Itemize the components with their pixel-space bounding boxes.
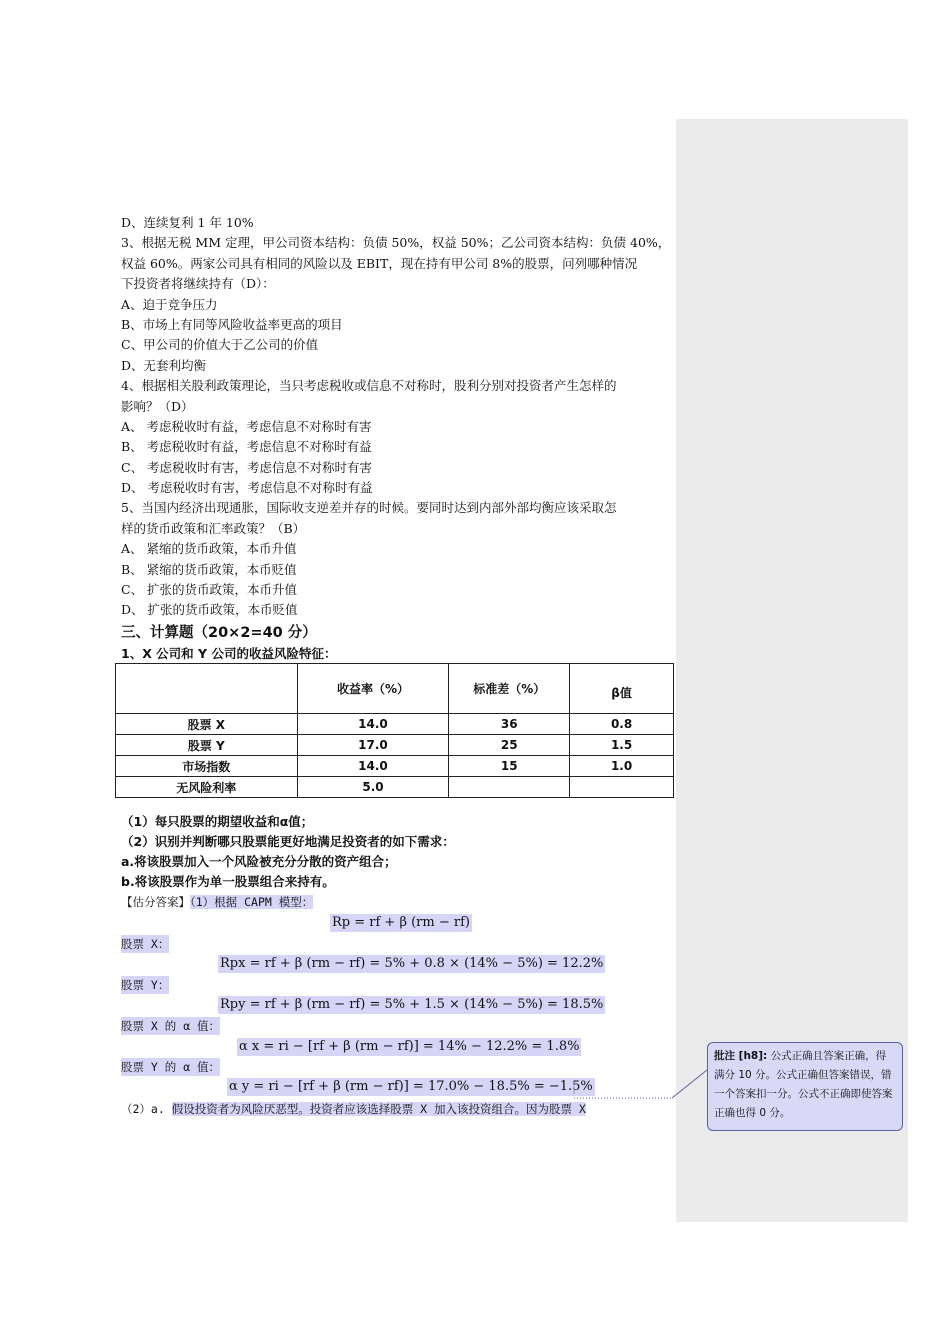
text-line: 4、根据相关股利政策理论，当只考虑税收或信息不对称时，股利分别对投资者产生怎样的 (121, 378, 617, 394)
comment-bubble[interactable] (707, 1042, 903, 1131)
text-line: C、 扩张的货币政策，本币升值 (121, 582, 298, 598)
table-cell: 无风险利率 (116, 777, 298, 798)
table-cell: 25 (449, 735, 570, 756)
question-item: （1）每只股票的期望收益和α值； (121, 814, 314, 829)
risk-return-table (115, 663, 674, 798)
text-line: C、 考虑税收时有害，考虑信息不对称时有害 (121, 459, 373, 475)
answer-part-2 (121, 1100, 586, 1118)
comment-label: 批注 [h8]: (714, 1050, 768, 1062)
part2-text: 假设投资者为风险厌恶型。投资者应该选择股票 X 加入该投资组合。因为股票 X (171, 1102, 586, 1116)
table-cell: 1.0 (570, 756, 674, 777)
table-cell: 15 (449, 756, 570, 777)
section-title: 三、计算题（20×2=40 分） (121, 624, 317, 641)
table-row (116, 735, 674, 756)
table-cell: 14.0 (297, 756, 449, 777)
text-line: D、 考虑税收时有害，考虑信息不对称时有益 (121, 480, 373, 496)
text-line: D、无套利均衡 (121, 357, 207, 373)
table-cell (449, 777, 570, 798)
table-cell: 股票 X (116, 714, 298, 735)
table-header-cell: 收益率（%） (297, 664, 449, 714)
answer-bracket: 【估分答案】 (121, 895, 190, 909)
text-line: 影响？（D） (121, 398, 194, 414)
text-line: D、连续复利 1 年 10% (121, 215, 254, 230)
table-cell: 市场指数 (116, 756, 298, 777)
text-line: 5、当国内经济出现通胀，国际收支逆差并存的时候。要同时达到内部外部均衡应该采取怎 (121, 500, 617, 516)
capm-formula: Rp = rf + β (rm − rf) (332, 915, 470, 930)
part2-prefix: （2）a. (121, 1102, 165, 1116)
text-line: B、市场上有同等风险收益率更高的项目 (121, 316, 343, 332)
table-row (116, 756, 674, 777)
text-line: A、 紧缩的货币政策，本币升值 (121, 541, 297, 557)
rpx-formula: Rpx = rf + β (rm − rf) = 5% + 0.8 × (14% − 5%) = 12.2% (220, 956, 604, 971)
text-line: C、甲公司的价值大于乙公司的价值 (121, 337, 319, 353)
text-line: 样的货币政策和汇率政策？（B） (121, 520, 306, 536)
text-line: A、迫于竞争压力 (121, 296, 218, 312)
table-row (116, 714, 674, 735)
alpha-y-label: 股票 Y 的 α 值： (121, 1060, 221, 1074)
table-row (116, 777, 674, 798)
stock-x-label: 股票 X： (121, 937, 170, 951)
table-cell: 5.0 (297, 777, 449, 798)
text-line: 3、根据无税 MM 定理，甲公司资本结构：负债 50%，权益 50%；乙公司资本结构：负债 40%， (121, 235, 671, 251)
question-item: a.将该股票加入一个风险被充分分散的资产组合； (121, 854, 397, 869)
table-header-cell: 标准差（%） (449, 664, 570, 714)
comment-text: 公式正确且答案正确，得满分 10 分。公式正确但答案错误，错一个答案扣一分。公式不正确即使答案正确也得 0 分。 (714, 1050, 893, 1119)
text-line: D、 扩张的货币政策，本币贬值 (121, 602, 298, 618)
table-cell: 1.5 (570, 735, 674, 756)
question-title: 1、X 公司和 Y 公司的收益风险特征： (121, 645, 337, 661)
table-cell: 17.0 (297, 735, 449, 756)
text-line: 权益 60%。两家公司具有相同的风险以及 EBIT，现在持有甲公司 8%的股票，问列哪种情况 (121, 255, 638, 271)
text-line: B、 紧缩的货币政策，本币贬值 (121, 561, 297, 577)
alpha-x-label: 股票 X 的 α 值： (121, 1019, 221, 1033)
question-item: （2）识别并判断哪只股票能更好地满足投资者的如下需求： (121, 834, 455, 849)
text-line: B、 考虑税收时有益，考虑信息不对称时有益 (121, 439, 372, 455)
table-cell: 36 (449, 714, 570, 735)
table-header-cell: β值 (570, 664, 674, 714)
table-header-row (116, 664, 674, 714)
table-cell (570, 777, 674, 798)
stock-y-label: 股票 Y： (121, 978, 170, 992)
table-cell: 股票 Y (116, 735, 298, 756)
table-cell: 14.0 (297, 714, 449, 735)
answer-lead (121, 893, 313, 911)
text-line: 下投资者将继续持有（D）： (121, 276, 275, 292)
rpy-formula: Rpy = rf + β (rm − rf) = 5% + 1.5 × (14% − 5%) = 18.5% (220, 997, 604, 1012)
table-header-cell (116, 664, 298, 714)
alpha-x-formula: α x = ri − [rf + β (rm − rf)] = 14% − 12.2% = 1.8% (239, 1039, 580, 1054)
question-item: b.将该股票作为单一股票组合来持有。 (121, 874, 335, 889)
text-line: A、 考虑税收时有益，考虑信息不对称时有害 (121, 418, 372, 434)
alpha-y-formula: α y = ri − [rf + β (rm − rf)] = 17.0% − 18.5% = −1.5% (229, 1079, 593, 1094)
table-cell: 0.8 (570, 714, 674, 735)
document-body (121, 213, 674, 664)
answer-lead-text: （1）根据 CAPM 模型： (190, 895, 314, 909)
